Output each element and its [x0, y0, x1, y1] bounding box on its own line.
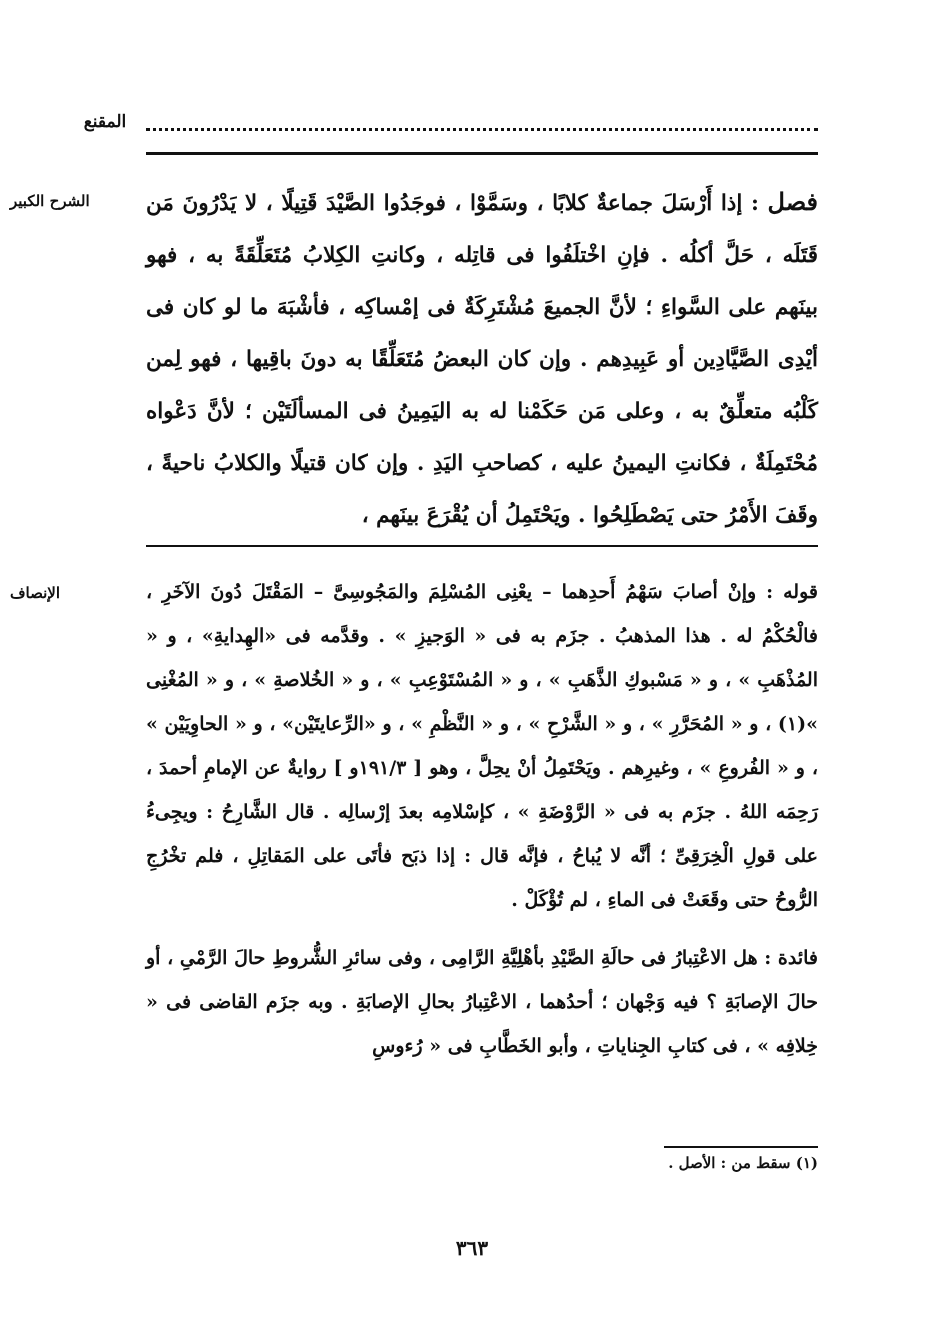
commentary-paragraph-2 [146, 936, 818, 1068]
note-lead-word: فائدة [777, 947, 818, 969]
main-text-body: : إذا أَرْسَلَ جماعةٌ كلابًا ، وسَمَّوْا ، فوجَدُوا الصَّيْدَ قَتِيلًا ، لا يَدْرُونَ مَن قَتَلَه ، حَلَّ أكلُه . فإنِ اخْتلَفُوا فى قاتِله ، وكانتِ الكِلابُ مُتَعَلِّقَةً به ، فهو بينَهم على السَّواءِ ؛ لأنَّ الجميعَ مُشْتَرِكَةٌ فى إمْساكِه ، فأشْبَهَ ما لو كان فى أيْدِى الصَّيَّادِين أو عَبِيدِهم . وإن كان البعضُ مُتَعَلِّقًا به دونَ باقِيها ، فهو لِمن كَلْبُه متعلِّقٌ به ، وعلى مَن حَكَمْنا له به اليَمِينُ فى المسألَتَيْن ؛ لأنَّ دَعْواه مُحْتَمِلَةٌ ، فكانتِ اليمينُ عليه ، كصاحبِ اليَدِ . وإن كان قتيلًا والكلابُ ناحيةً ، وقَفَ الأَمْرُ حتى يَصْطَلِحُوا . ويَحْتَمِلُ أن يُقْرَعَ بينَهم ، [146, 191, 818, 528]
commentary-paragraph-1: قوله : وإنْ أصابَ سَهْمُ أَحدِهما – يعْنِى المُسْلِمَ والمَجُوسِىَّ – المَقْتَلَ دُونَ الآخَرِ ، فالْحُكْمُ له . هذا المذهبُ . جزَم به فى « الوَجيزِ » . وقدَّمه فى «الهِدايةِ» ، و « المُذْهَبِ » ، و « مَسْبوكِ الذَّهَبِ » ، و « المُسْتَوْعِبِ » ، و « الخُلاصةِ » ، و « المُغْنِى »(١) ، و « المُحَرَّرِ » ، و « الشَّرْحِ » ، و « النَّظْمِ » ، و «الرِّعايتَيْن» ، و « الحاوِيَيْن » ، و « الفُروعِ » ، وغيرِهم . ويَحْتَمِلُ أنْ يحِلَّ ، وهو [ ١٩١/٣و ] روايةٌ عن الإمامِ أحمدَ ، رَحِمَه اللهُ . جزَم به فى « الرَّوْضَةِ » ، كإسْلامِه بعدَ إرْسالِه . قال الشَّارِحُ : ويجِىءُ على قولِ الْخِرَقِىِّ ؛ أنَّه لا يُباحُ ، فإنَّه قال : إذا ذبَح فأتَى على المَقاتِلِ ، فلم تخْرُجِ الرُّوحُ حتى وقَعَتْ فى الماءِ ، لم تُؤْكَلْ . [146, 581, 818, 911]
section-divider [146, 545, 818, 547]
note-body: : هل الاعْتِبارُ فى حالَةِ الصَّيْدِ بأهْلِيَّةِ الرَّامِى ، وفى سائرِ الشُّروطِ حالَ الرَّمْىِ ، أو حالَ الإصابَةِ ؟ فيه وَجْهان ؛ أحدُهما ، الاعْتِبارُ بحالِ الإصابَةِ . وبه جزَم القاضى فى « خِلافِه » ، فى كتابِ الجِناياتِ ، وأبو الخَطَّابِ فى « رُءوسِ [146, 947, 818, 1057]
margin-label-inset: الإنصاف [10, 584, 61, 602]
footnote: (١) سقط من : الأصل . [668, 1154, 818, 1172]
section-lead-word: فصل [767, 187, 818, 216]
page-number: ٣٦٣ [455, 1236, 489, 1260]
header-dotted-leader [146, 108, 818, 131]
main-text-block [146, 176, 818, 542]
footnote-rule [664, 1146, 818, 1148]
running-header-title: المقنع [83, 112, 127, 132]
commentary-block [146, 570, 818, 1082]
header-rule [146, 152, 818, 155]
margin-label-main: الشرح الكبير [10, 192, 90, 210]
